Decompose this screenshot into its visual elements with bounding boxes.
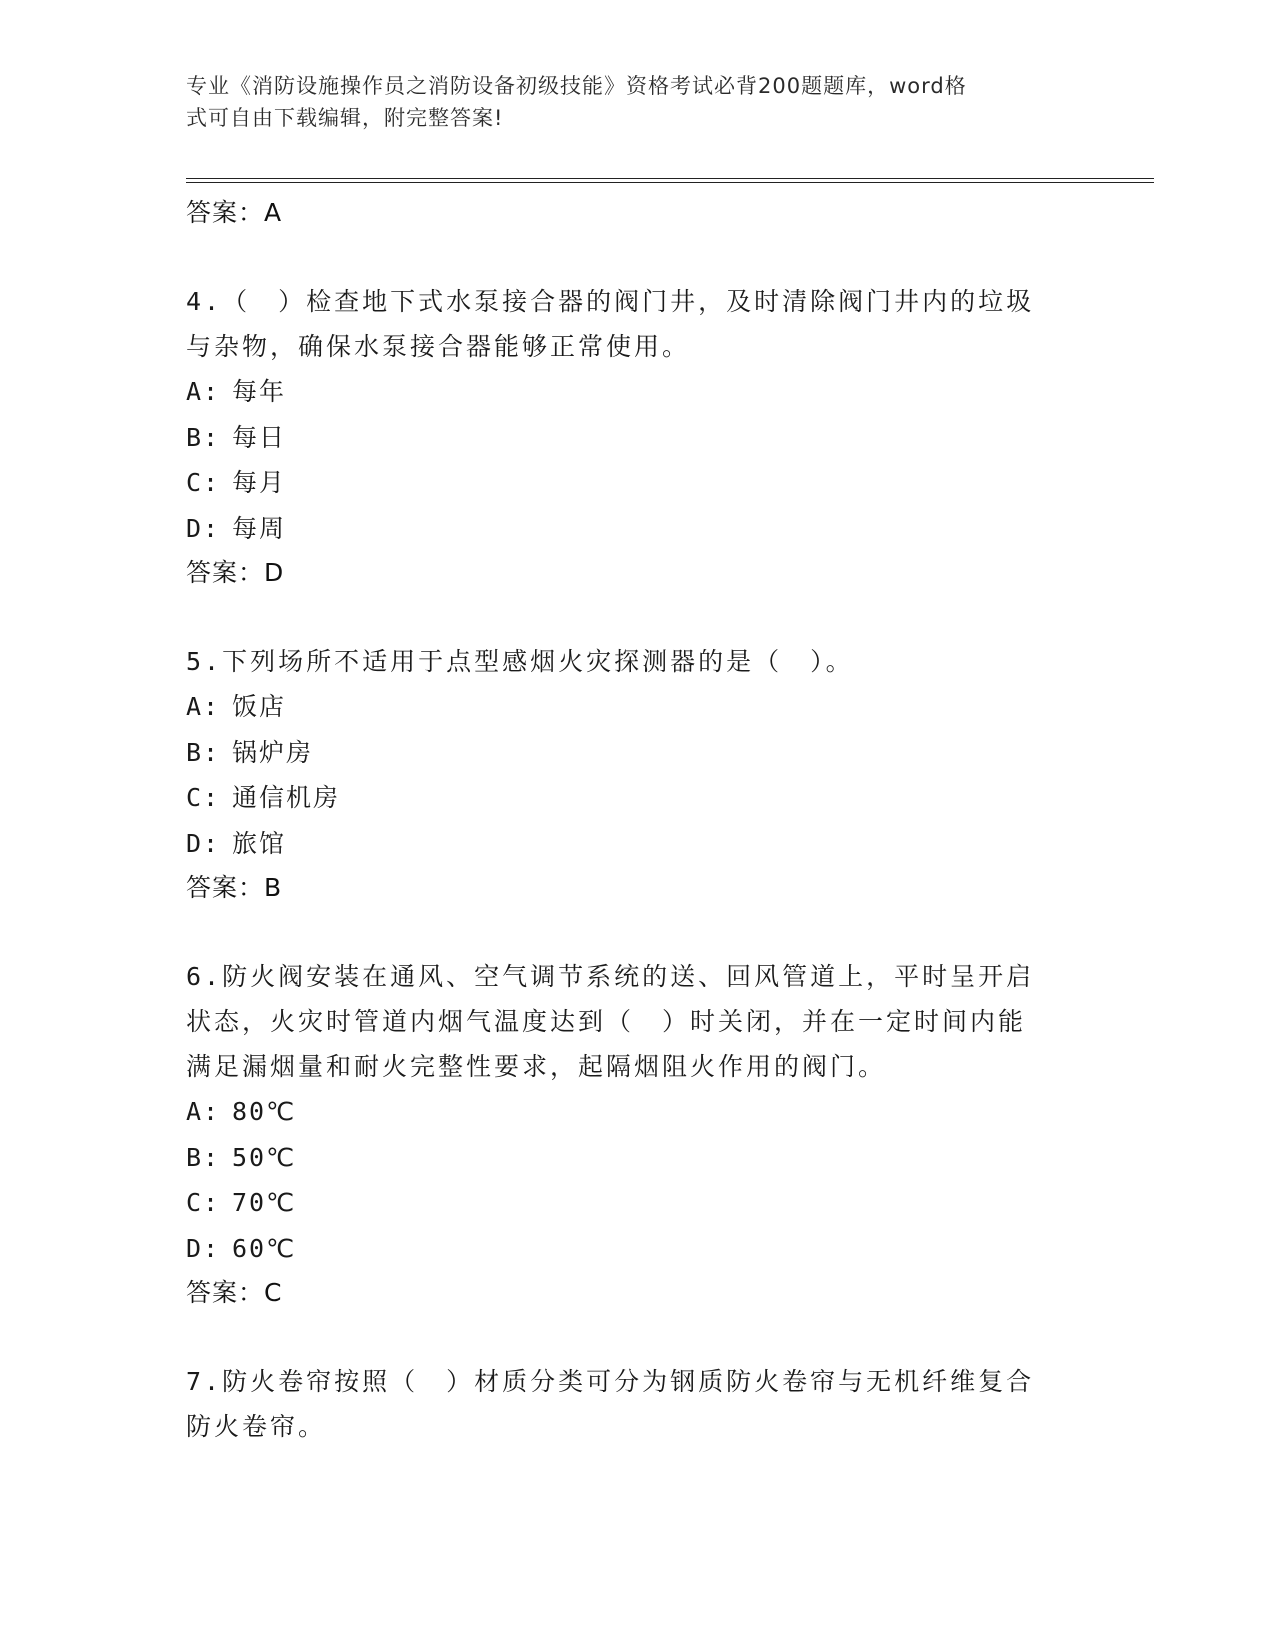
q4-option-b — [186, 415, 1086, 461]
question-content — [186, 191, 1086, 1449]
page-header — [186, 70, 1086, 134]
question-4-line-2: 与杂物，确保水泵接合器能够正常使用。 — [186, 332, 691, 361]
q6-option-a — [186, 1089, 1086, 1135]
option-key: C: — [186, 468, 221, 497]
question-6 — [186, 954, 1086, 1089]
option-text: 锅炉房 — [232, 737, 314, 767]
question-7-line-2: 防火卷帘。 — [186, 1412, 327, 1441]
option-text: 旅馆 — [232, 828, 287, 858]
option-text: 70℃ — [232, 1188, 297, 1217]
option-key: D: — [186, 828, 221, 858]
question-6-line-1: 6.防火阀安装在通风、空气调节系统的送、回风管道上，平时呈开启 — [186, 962, 1035, 991]
q4-option-c — [186, 460, 1086, 506]
option-key: C: — [186, 783, 221, 812]
option-text: 每年 — [232, 377, 287, 406]
option-key: A: — [186, 692, 221, 721]
header-line-2: 式可自由下载编辑，附完整答案! — [186, 106, 504, 130]
option-text: 每周 — [232, 513, 287, 543]
question-7-line-1: 7.防火卷帘按照（ ）材质分类可分为钢质防火卷帘与无机纤维复合 — [186, 1367, 1035, 1396]
q6-option-c — [186, 1180, 1086, 1226]
option-key: A: — [186, 377, 221, 406]
q5-option-b — [186, 730, 1086, 776]
q6-option-b — [186, 1135, 1086, 1181]
q6-option-d — [186, 1226, 1086, 1272]
option-text: 每月 — [232, 468, 287, 497]
option-text: 50℃ — [232, 1142, 297, 1172]
header-line-1: 专业《消防设施操作员之消防设备初级技能》资格考试必背200题题库，word格 — [186, 74, 967, 98]
answer-q5: 答案：B — [186, 873, 283, 902]
answer-q3: 答案：A — [186, 198, 283, 227]
question-5 — [186, 639, 1086, 684]
header-divider — [186, 178, 1154, 183]
answer-q4: 答案：D — [186, 558, 285, 587]
option-text: 60℃ — [232, 1233, 297, 1263]
option-text: 每日 — [232, 422, 287, 452]
question-6-line-2: 状态，火灾时管道内烟气温度达到（ ）时关闭，并在一定时间内能 — [186, 1007, 1027, 1036]
option-key: D: — [186, 513, 221, 543]
option-key: A: — [186, 1097, 221, 1126]
answer-q6: 答案：C — [186, 1278, 283, 1307]
question-4 — [186, 279, 1086, 369]
option-key: D: — [186, 1233, 221, 1263]
q5-option-a — [186, 684, 1086, 730]
question-4-line-1: 4.（ ）检查地下式水泵接合器的阀门井，及时清除阀门井内的垃圾 — [186, 287, 1035, 316]
q4-option-d — [186, 506, 1086, 552]
option-key: B: — [186, 422, 221, 452]
option-key: B: — [186, 1142, 221, 1172]
option-key: C: — [186, 1188, 221, 1217]
option-key: B: — [186, 737, 221, 767]
option-text: 80℃ — [232, 1097, 297, 1126]
option-text: 饭店 — [232, 692, 287, 721]
question-6-line-3: 满足漏烟量和耐火完整性要求，起隔烟阻火作用的阀门。 — [186, 1052, 887, 1081]
q5-option-d — [186, 821, 1086, 867]
question-5-line-1: 5.下列场所不适用于点型感烟火灾探测器的是（ ）。 — [186, 647, 854, 676]
question-7 — [186, 1359, 1086, 1449]
q5-option-c — [186, 775, 1086, 821]
option-text: 通信机房 — [232, 783, 341, 812]
q4-option-a — [186, 369, 1086, 415]
